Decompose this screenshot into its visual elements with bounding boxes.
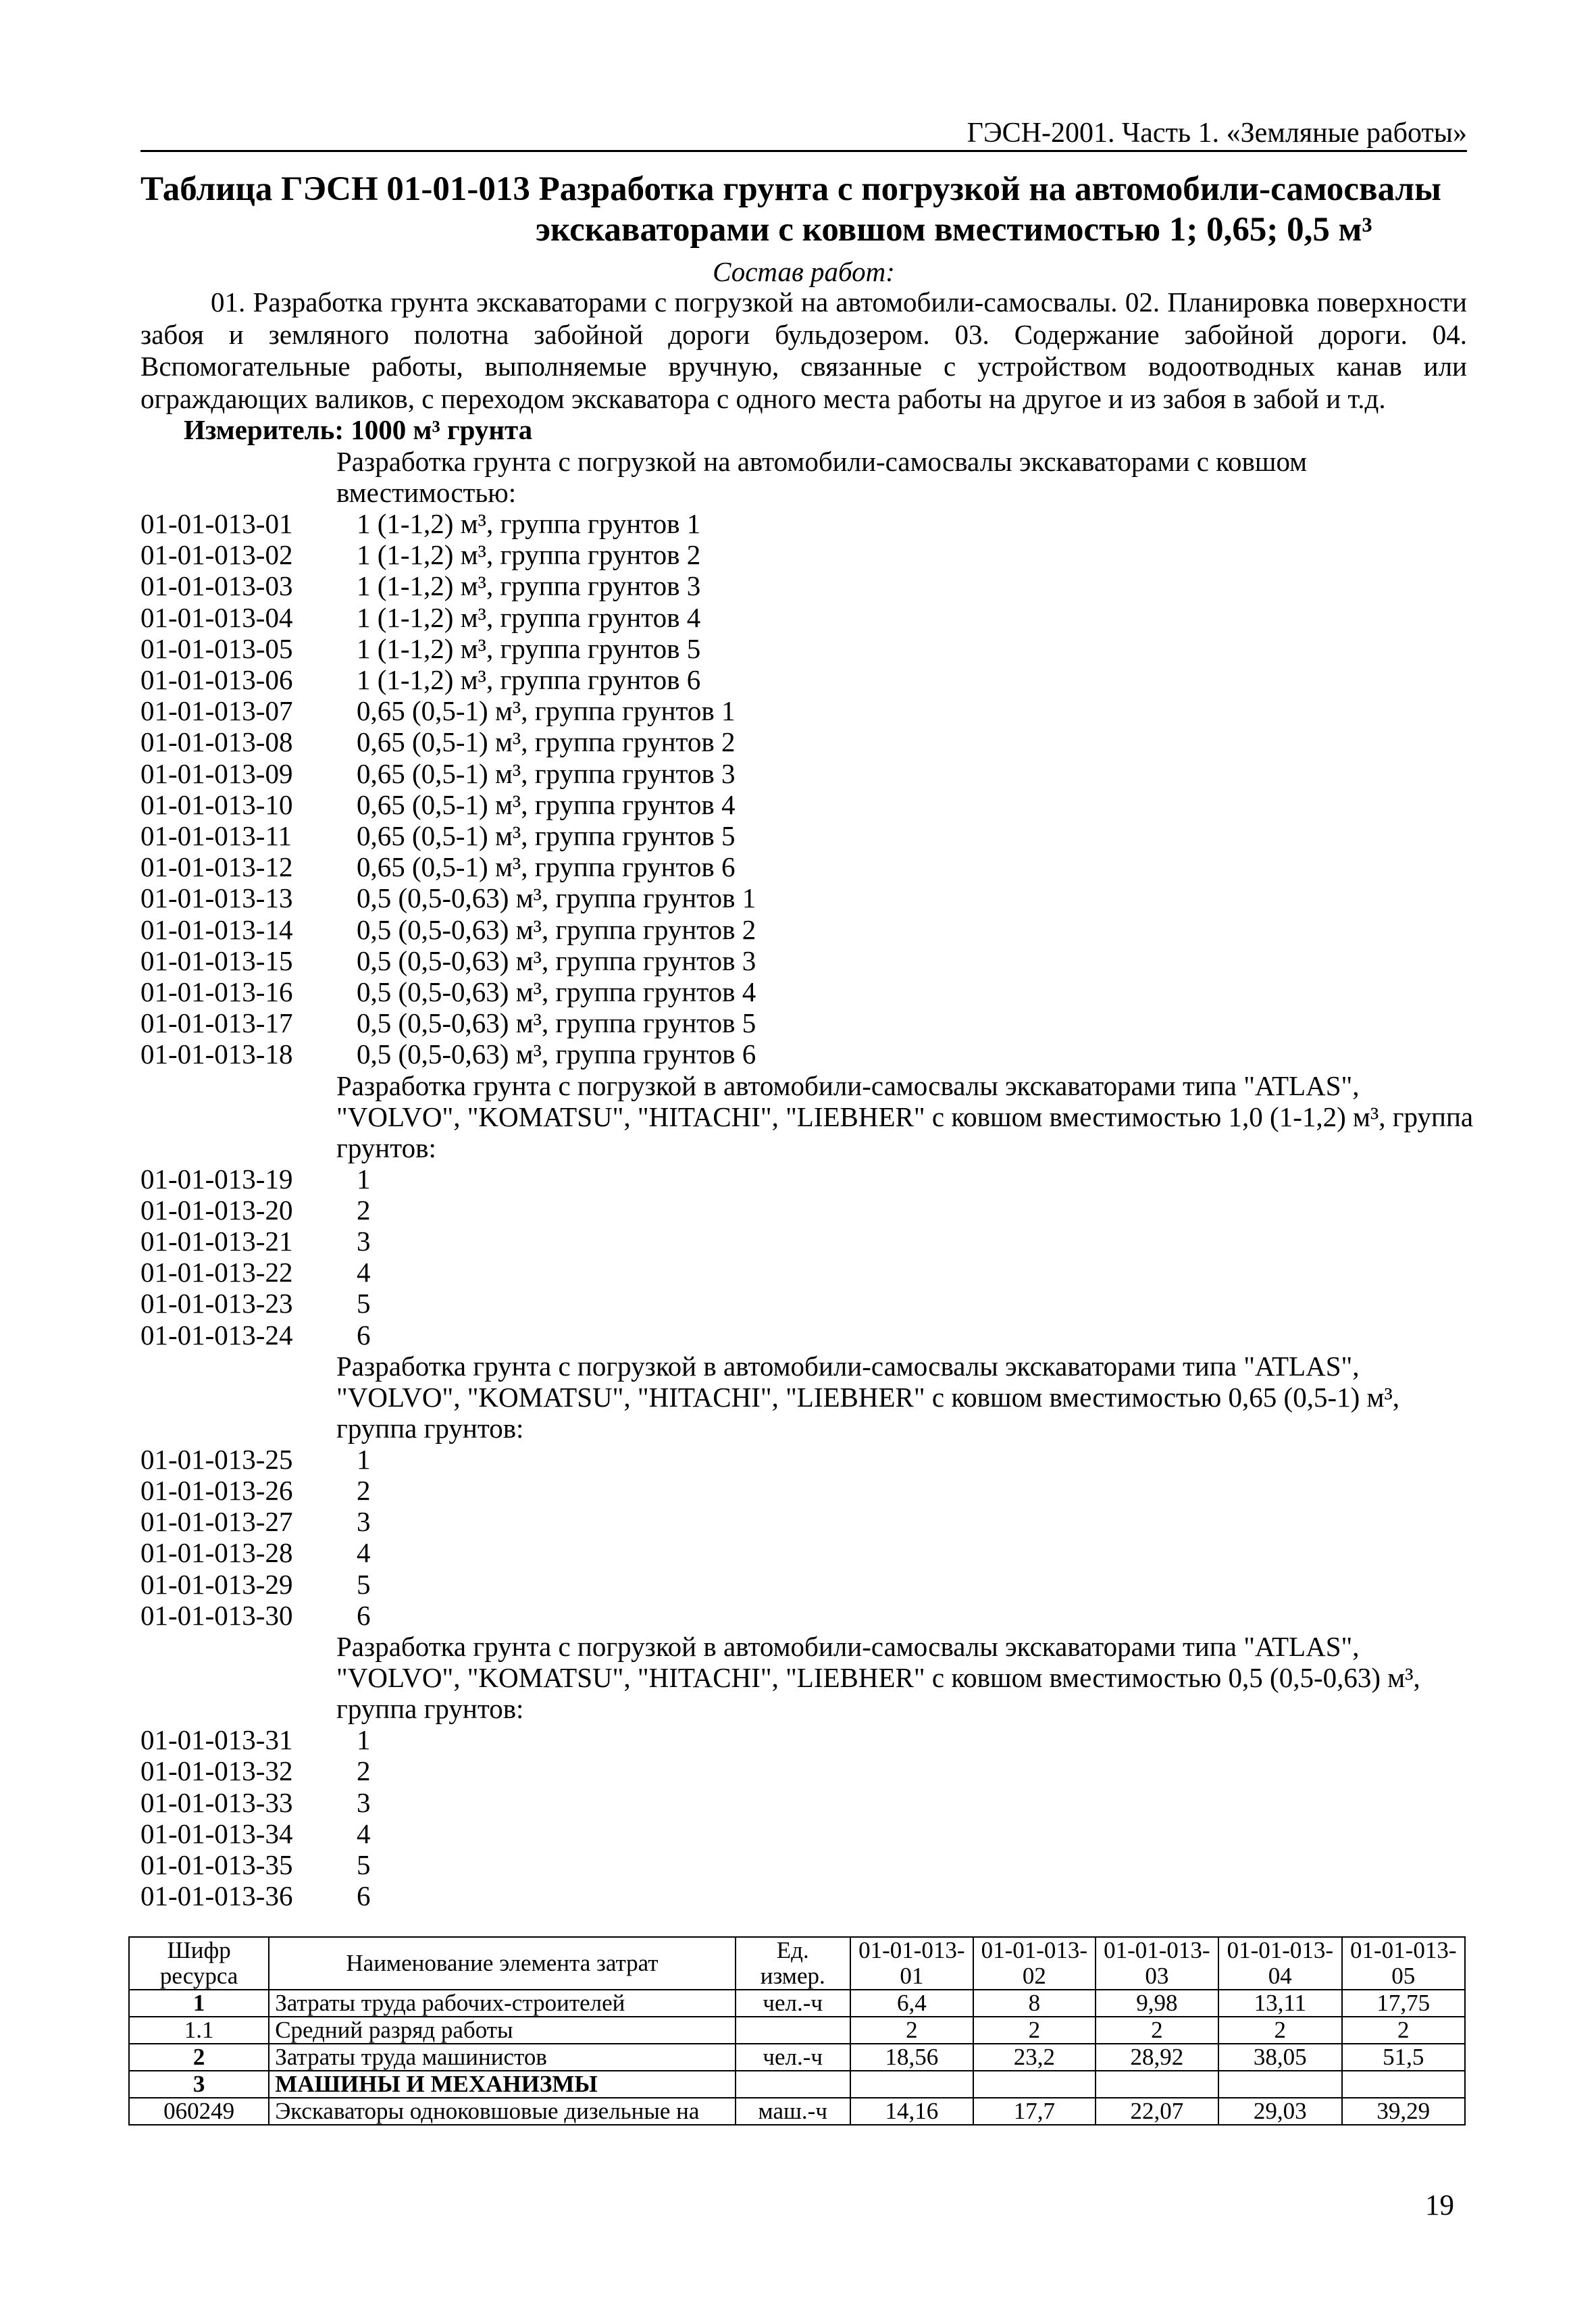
value-cell: 39,29	[1342, 2098, 1465, 2125]
value-cell: 22,07	[1096, 2098, 1218, 2125]
value-cell: 2	[973, 2017, 1096, 2044]
group-heading: Разработка грунта с погрузкой в автомобили-самосвалы экскаваторами типа "ATLAS", "VOLVO", "KOMATSU", "HITACHI", "LIEBHER" с ковшом вместимостью 0,65 (0,5-1) м³, группа грунтов:	[336, 1350, 1399, 1444]
norm-row	[140, 1226, 1467, 1257]
value-cell	[1096, 2071, 1218, 2098]
header-col-3: 01-01-013-03	[1096, 1937, 1218, 1990]
norm-description: 1 (1-1,2) м³, группа грунтов 6	[357, 664, 701, 696]
norm-row	[140, 1755, 1467, 1786]
norm-description: 1	[357, 1163, 371, 1194]
group-heading: Разработка грунта с погрузкой в автомобили-самосвалы экскаваторами типа "ATLAS", "VOLVO", "KOMATSU", "HITACHI", "LIEBHER" с ковшом вместимостью 1,0 (1-1,2) м³, группа грунтов:	[336, 1070, 1474, 1163]
norm-description: 2	[357, 1475, 371, 1507]
norm-row	[140, 914, 1467, 945]
header-col-5: 01-01-013-05	[1342, 1937, 1465, 1990]
norm-row	[140, 1569, 1467, 1600]
resource-code: 1	[129, 1990, 269, 2017]
running-header: ГЭСН-2001. Часть 1. «Земляные работы»	[967, 118, 1467, 149]
norm-description: 2	[357, 1194, 371, 1226]
norm-code: 01-01-013-29	[140, 1568, 293, 1600]
norm-row	[140, 1600, 1467, 1631]
norm-code: 01-01-013-10	[140, 788, 293, 820]
norm-description: 1	[357, 1724, 371, 1756]
norm-row	[140, 1506, 1467, 1537]
cost-element-name: Затраты труда машинистов	[269, 2044, 736, 2071]
norm-description: 0,65 (0,5-1) м³, группа грунтов 3	[357, 757, 736, 789]
composition-text: 01. Разработка грунта экскаваторами с погрузкой на автомобили-самосвалы. 02. Планировка поверхности забоя и земляного полотна забойной дороги бульдозером. 03. Содержание забойной дороги. 04. Вспомогательные работы, выполняемые вручную, связанные с устройством водоотводных канав или ограждающих валиков, с переходом экскаватора с одного места работы на другое и из забоя в забой и т.д.	[140, 286, 1467, 414]
norm-description: 4	[357, 1537, 371, 1569]
norm-description: 0,5 (0,5-0,63) м³, группа грунтов 5	[357, 1007, 756, 1039]
norm-row	[140, 1475, 1467, 1506]
norm-description: 0,5 (0,5-0,63) м³, группа грунтов 6	[357, 1038, 756, 1070]
norm-code: 01-01-013-34	[140, 1817, 293, 1849]
norm-description: 0,65 (0,5-1) м³, группа грунтов 6	[357, 851, 736, 883]
norm-code: 01-01-013-22	[140, 1257, 293, 1288]
norm-description: 1 (1-1,2) м³, группа грунтов 5	[357, 632, 701, 664]
norm-description: 0,65 (0,5-1) м³, группа грунтов 2	[357, 726, 736, 758]
measure-unit: Измеритель: 1000 м³ грунта	[184, 414, 533, 445]
group-heading: Разработка грунта с погрузкой в автомобили-самосвалы экскаваторами типа "ATLAS", "VOLVO", "KOMATSU", "HITACHI", "LIEBHER" с ковшом вместимостью 0,5 (0,5-0,63) м³, группа грунтов:	[336, 1631, 1420, 1725]
norm-code: 01-01-013-25	[140, 1443, 293, 1475]
cost-element-name: МАШИНЫ И МЕХАНИЗМЫ	[269, 2071, 736, 2098]
norm-row	[140, 1257, 1467, 1288]
norm-row	[140, 726, 1467, 757]
header-col-2: 01-01-013-02	[973, 1937, 1096, 1990]
value-cell: 6,4	[850, 1990, 973, 2017]
norm-row	[140, 1194, 1467, 1226]
resource-code: 1.1	[129, 2017, 269, 2044]
norm-code: 01-01-013-18	[140, 1038, 293, 1070]
value-cell: 2	[1342, 2017, 1465, 2044]
norm-row	[140, 1038, 1467, 1070]
norm-description: 5	[357, 1568, 371, 1600]
norm-row	[140, 570, 1467, 601]
value-cell	[850, 2071, 973, 2098]
norm-code: 01-01-013-12	[140, 851, 293, 883]
norm-code: 01-01-013-03	[140, 570, 293, 602]
norm-description: 3	[357, 1226, 371, 1257]
value-cell: 17,75	[1342, 1990, 1465, 2017]
norm-row	[140, 1849, 1467, 1880]
norm-row	[140, 1444, 1467, 1475]
norm-code: 01-01-013-32	[140, 1755, 293, 1787]
norm-row	[140, 539, 1467, 570]
cost-row	[129, 2017, 1465, 2044]
value-cell: 23,2	[973, 2044, 1096, 2071]
header-unit: Ед. измер.	[736, 1937, 850, 1990]
norm-code: 01-01-013-27	[140, 1506, 293, 1538]
value-cell: 38,05	[1218, 2044, 1341, 2071]
norm-description: 1	[357, 1443, 371, 1475]
norm-row	[140, 508, 1467, 539]
norm-code: 01-01-013-11	[140, 820, 292, 852]
group-heading: Разработка грунта с погрузкой на автомобили-самосвалы экскаваторами с ковшом вместимостью:	[336, 446, 1308, 508]
cost-table-header	[129, 1937, 1465, 1990]
norm-row	[140, 1537, 1467, 1568]
norm-description: 2	[357, 1755, 371, 1787]
norm-description: 6	[357, 1319, 371, 1351]
norm-row	[140, 1288, 1467, 1319]
header-code: Шифр ресурса	[129, 1937, 269, 1990]
norm-code: 01-01-013-19	[140, 1163, 293, 1194]
value-cell: 2	[1218, 2017, 1341, 2044]
value-cell	[1218, 2071, 1341, 2098]
norm-code: 01-01-013-15	[140, 945, 293, 976]
header-name: Наименование элемента затрат	[269, 1937, 736, 1990]
resource-code: 060249	[129, 2098, 269, 2125]
norm-code: 01-01-013-24	[140, 1319, 293, 1351]
norm-row	[140, 1007, 1467, 1038]
unit-cell: маш.-ч	[736, 2098, 850, 2125]
norm-row	[140, 1818, 1467, 1849]
norm-description: 3	[357, 1786, 371, 1818]
value-cell: 14,16	[850, 2098, 973, 2125]
page-number: 19	[1425, 2190, 1454, 2221]
norm-code: 01-01-013-28	[140, 1537, 293, 1569]
norm-code: 01-01-013-09	[140, 757, 293, 789]
norm-row	[140, 633, 1467, 664]
norm-description: 5	[357, 1848, 371, 1880]
norm-code: 01-01-013-05	[140, 632, 293, 664]
norm-code: 01-01-013-33	[140, 1786, 293, 1818]
norm-code: 01-01-013-23	[140, 1288, 293, 1319]
norm-row	[140, 820, 1467, 851]
norm-row	[140, 602, 1467, 633]
value-cell: 2	[1096, 2017, 1218, 2044]
norm-code: 01-01-013-35	[140, 1848, 293, 1880]
norm-code: 01-01-013-21	[140, 1226, 293, 1257]
header-divider	[140, 150, 1467, 152]
cost-element-name: Затраты труда рабочих-строителей	[269, 1990, 736, 2017]
norm-code: 01-01-013-14	[140, 913, 293, 945]
norm-row	[140, 789, 1467, 820]
header-col-1: 01-01-013-01	[850, 1937, 973, 1990]
norm-code: 01-01-013-26	[140, 1475, 293, 1507]
norm-code: 01-01-013-02	[140, 539, 293, 571]
norm-description: 5	[357, 1288, 371, 1319]
norm-code: 01-01-013-07	[140, 695, 293, 727]
norm-description: 1 (1-1,2) м³, группа грунтов 1	[357, 508, 701, 539]
norm-code: 01-01-013-30	[140, 1599, 293, 1631]
norm-description: 0,5 (0,5-0,63) м³, группа грунтов 2	[357, 913, 756, 945]
norm-code: 01-01-013-04	[140, 601, 293, 633]
norm-code: 01-01-013-16	[140, 976, 293, 1008]
norm-description: 0,65 (0,5-1) м³, группа грунтов 1	[357, 695, 736, 727]
cost-row	[129, 2071, 1465, 2098]
norm-code: 01-01-013-13	[140, 882, 293, 914]
cost-table	[128, 1936, 1466, 2126]
norm-code: 01-01-013-31	[140, 1724, 293, 1756]
norm-row	[140, 976, 1467, 1007]
norm-description: 1 (1-1,2) м³, группа грунтов 4	[357, 601, 701, 633]
norm-row	[140, 664, 1467, 695]
norm-description: 3	[357, 1506, 371, 1538]
unit-cell: чел.-ч	[736, 2044, 850, 2071]
norm-description: 0,5 (0,5-0,63) м³, группа грунтов 4	[357, 976, 756, 1008]
header-col-4: 01-01-013-04	[1218, 1937, 1341, 1990]
norm-code: 01-01-013-01	[140, 508, 293, 539]
norm-code: 01-01-013-17	[140, 1007, 293, 1039]
resource-code: 2	[129, 2044, 269, 2071]
norm-description: 0,5 (0,5-0,63) м³, группа грунтов 3	[357, 945, 756, 976]
norm-list	[140, 446, 1474, 1912]
norm-row	[140, 1724, 1467, 1755]
value-cell: 2	[850, 2017, 973, 2044]
value-cell: 8	[973, 1990, 1096, 2017]
unit-cell: чел.-ч	[736, 1990, 850, 2017]
norm-code: 01-01-013-06	[140, 664, 293, 696]
value-cell: 17,7	[973, 2098, 1096, 2125]
cost-row	[129, 1990, 1465, 2017]
norm-description: 0,65 (0,5-1) м³, группа грунтов 5	[357, 820, 736, 852]
norm-row	[140, 1880, 1467, 1911]
cost-table-body	[129, 1990, 1465, 2125]
value-cell: 29,03	[1218, 2098, 1341, 2125]
value-cell	[1342, 2071, 1465, 2098]
title-line-1: Таблица ГЭСН 01-01-013 Разработка грунта с погрузкой на автомобили-самосвалы	[140, 170, 1441, 208]
cost-row	[129, 2098, 1465, 2125]
norm-description: 4	[357, 1817, 371, 1849]
norm-description: 0,65 (0,5-1) м³, группа грунтов 4	[357, 788, 736, 820]
norm-description: 6	[357, 1880, 371, 1912]
value-cell: 51,5	[1342, 2044, 1465, 2071]
composition-heading: Состав работ:	[713, 256, 895, 287]
value-cell: 9,98	[1096, 1990, 1218, 2017]
unit-cell	[736, 2017, 850, 2044]
norm-row	[140, 758, 1467, 789]
norm-row	[140, 882, 1467, 913]
norm-description: 1 (1-1,2) м³, группа грунтов 3	[357, 570, 701, 602]
table-title	[140, 169, 1467, 250]
norm-description: 6	[357, 1599, 371, 1631]
cost-element-name: Средний разряд работы	[269, 2017, 736, 2044]
resource-code: 3	[129, 2071, 269, 2098]
norm-row	[140, 695, 1467, 726]
norm-row	[140, 1319, 1467, 1351]
value-cell	[973, 2071, 1096, 2098]
norm-code: 01-01-013-08	[140, 726, 293, 758]
title-line-2: экскаваторами с ковшом вместимостью 1; 0,65; 0,5 м³	[536, 211, 1372, 249]
norm-row	[140, 1163, 1467, 1194]
value-cell: 18,56	[850, 2044, 973, 2071]
unit-cell	[736, 2071, 850, 2098]
norm-row	[140, 1787, 1467, 1818]
norm-code: 01-01-013-36	[140, 1880, 293, 1912]
value-cell: 13,11	[1218, 1990, 1341, 2017]
norm-description: 1 (1-1,2) м³, группа грунтов 2	[357, 539, 701, 571]
cost-element-name: Экскаваторы одноковшовые дизельные на	[269, 2098, 736, 2125]
norm-code: 01-01-013-20	[140, 1194, 293, 1226]
norm-description: 0,5 (0,5-0,63) м³, группа грунтов 1	[357, 882, 756, 914]
value-cell: 28,92	[1096, 2044, 1218, 2071]
norm-row	[140, 851, 1467, 882]
norm-row	[140, 945, 1467, 976]
cost-row	[129, 2044, 1465, 2071]
norm-description: 4	[357, 1257, 371, 1288]
